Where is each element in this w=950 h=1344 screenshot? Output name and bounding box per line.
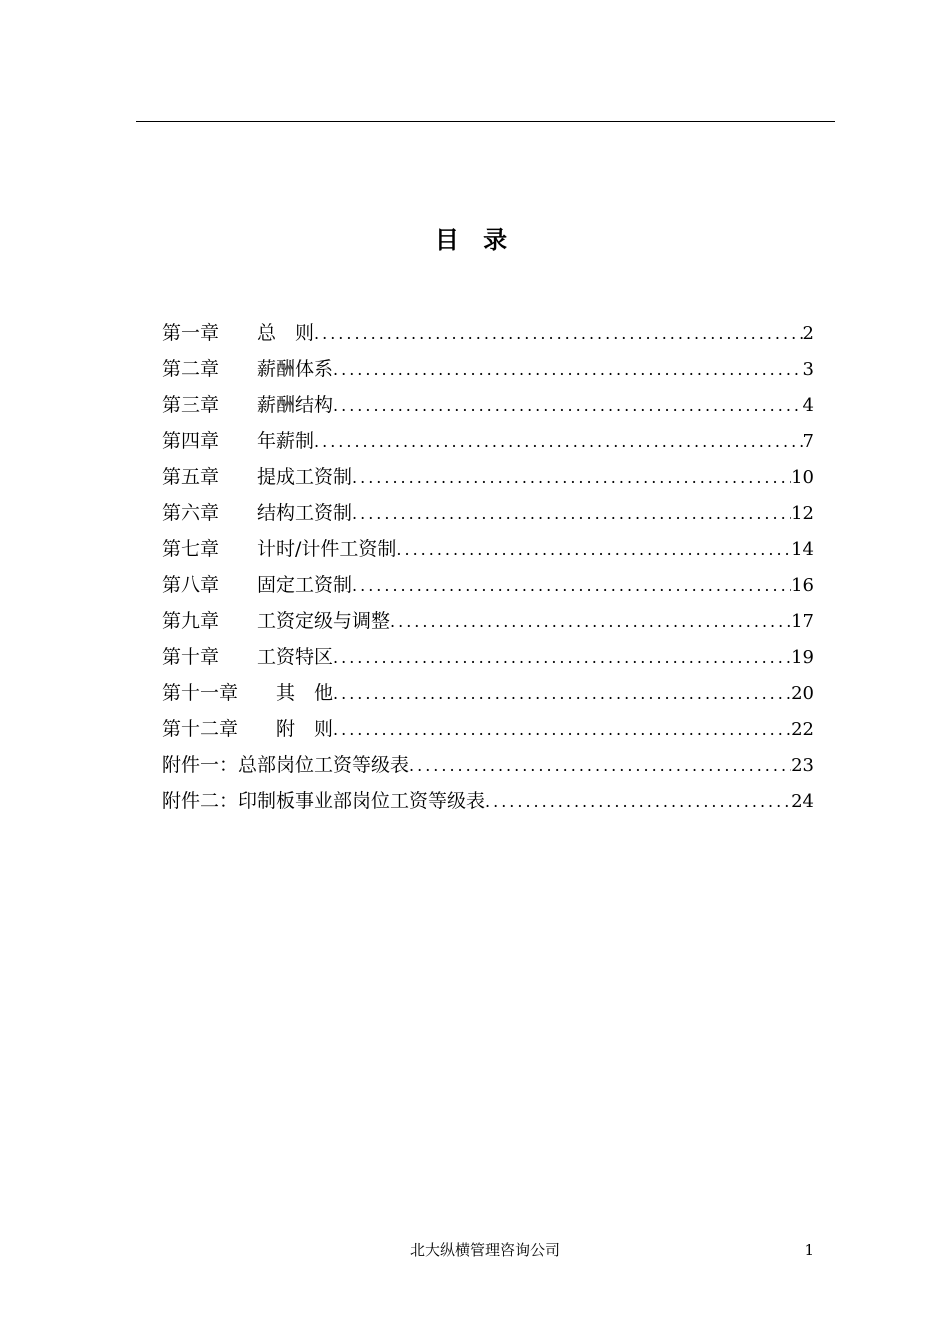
toc-leader-dots (396, 532, 791, 567)
header-rule (136, 121, 835, 122)
toc-entry-page: 19 (791, 647, 814, 668)
toc-leader-dots (333, 712, 791, 747)
toc-entry[interactable] (162, 351, 814, 387)
toc-leader-dots (485, 784, 791, 819)
toc-entry[interactable] (162, 423, 814, 459)
toc-entry-label: 第一章 总 则 (162, 322, 315, 344)
toc-leader-dots (314, 316, 803, 351)
toc-entry-label: 第十一章 其 他 (162, 682, 334, 704)
toc-entry-page: 17 (791, 611, 814, 632)
toc-entry-page: 4 (802, 395, 814, 416)
toc-entry[interactable] (162, 783, 814, 819)
toc-entry-page: 22 (791, 719, 814, 740)
toc-entry-label: 第二章 薪酬体系 (162, 358, 334, 380)
toc-leader-dots (352, 568, 791, 603)
toc-entry[interactable] (162, 711, 814, 747)
toc-entry-label: 第四章 年薪制 (162, 430, 315, 452)
toc-entry-label: 第三章 薪酬结构 (162, 394, 334, 416)
toc-leader-dots (352, 496, 791, 531)
toc-entry-page: 23 (791, 755, 814, 776)
toc-entry-page: 3 (802, 359, 814, 380)
toc-entry[interactable] (162, 603, 814, 639)
toc-entry[interactable] (162, 531, 814, 567)
toc-entry-page: 2 (802, 323, 814, 344)
toc-entry[interactable] (162, 747, 814, 783)
toc-entry[interactable] (162, 675, 814, 711)
toc-entry[interactable] (162, 495, 814, 531)
footer-company-name: 北大纵横管理咨询公司 (409, 1241, 560, 1259)
toc-leader-dots (333, 676, 791, 711)
toc-entry-label: 第五章 提成工资制 (162, 466, 353, 488)
toc-entry[interactable] (162, 315, 814, 351)
toc-entry-page: 20 (791, 683, 814, 704)
toc-leader-dots (314, 424, 803, 459)
toc-entry-page: 10 (791, 467, 814, 488)
toc-entry[interactable] (162, 387, 814, 423)
footer-page-number: 1 (804, 1241, 814, 1259)
toc-entry-page: 24 (791, 791, 814, 812)
toc-entry-label: 第九章 工资定级与调整 (162, 610, 391, 632)
toc-entry[interactable] (162, 459, 814, 495)
toc-entry-label: 附件二：印制板事业部岗位工资等级表 (162, 790, 486, 812)
toc-entry-label: 第十二章 附 则 (162, 718, 334, 740)
toc-entry-label: 第八章 固定工资制 (162, 574, 353, 596)
toc-leader-dots (333, 352, 803, 387)
toc-entry-page: 14 (791, 539, 814, 560)
toc-leader-dots (390, 604, 791, 639)
toc-leader-dots (333, 388, 803, 423)
toc-leader-dots (352, 460, 791, 495)
toc-entry-label: 第七章 计时/计件工资制 (162, 538, 397, 560)
toc-entry[interactable] (162, 567, 814, 603)
page-title: 目 录 (434, 226, 516, 254)
toc-entry-page: 7 (802, 431, 814, 452)
toc-leader-dots (409, 748, 791, 783)
toc-entry-label: 第六章 结构工资制 (162, 502, 353, 524)
table-of-contents (162, 315, 814, 819)
toc-entry-page: 12 (791, 503, 814, 524)
toc-entry[interactable] (162, 639, 814, 675)
toc-entry-label: 第十章 工资特区 (162, 646, 334, 668)
toc-entry-label: 附件一：总部岗位工资等级表 (162, 754, 410, 776)
toc-leader-dots (333, 640, 791, 675)
toc-entry-page: 16 (791, 575, 814, 596)
